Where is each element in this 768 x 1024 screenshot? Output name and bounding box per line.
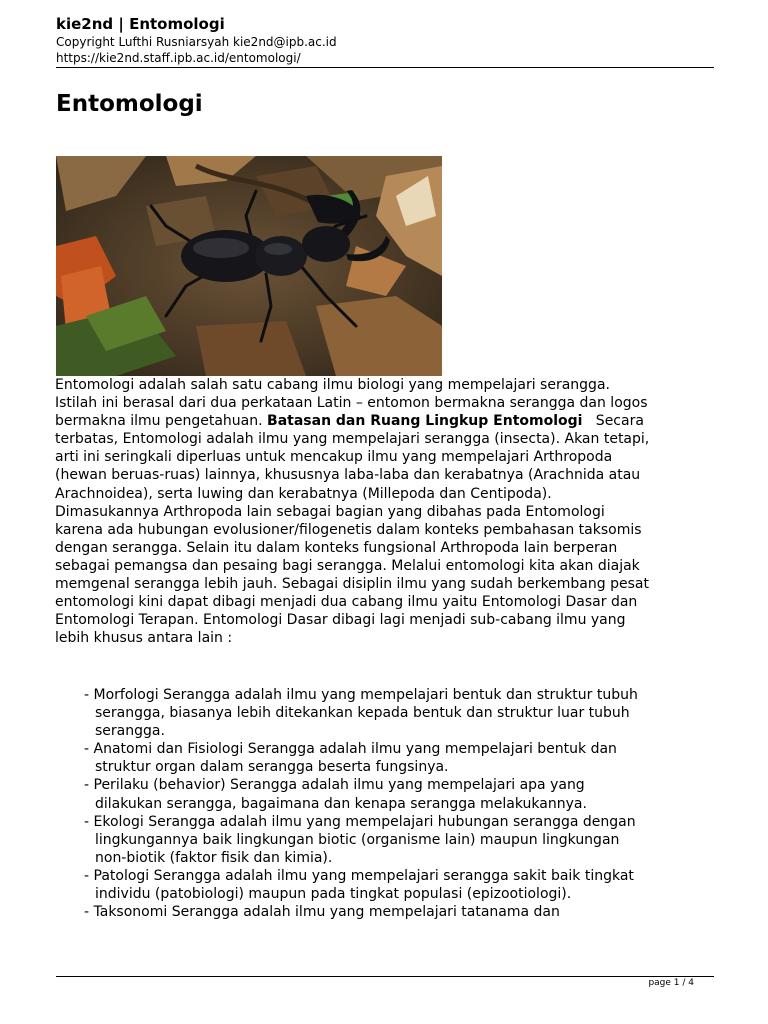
list-item-line: - Patologi Serangga adalah ilmu yang mempelajari serangga sakit baik tingkat [84, 867, 634, 884]
beetle-photo [56, 156, 442, 376]
document-header [56, 14, 716, 66]
list-item [84, 903, 714, 921]
list-item-line: lingkungannya baik lingkungan biotic (organisme lain) maupun lingkungan [95, 831, 620, 848]
list-item [84, 813, 714, 867]
paragraph-line: terbatas, Entomologi adalah ilmu yang mempelajari serangga (insecta). Akan tetapi, [55, 431, 650, 448]
list-item-line: - Perilaku (behavior) Serangga adalah ilmu yang mempelajari apa yang [84, 777, 585, 794]
page-number: page 1 / 4 [648, 978, 694, 988]
list-item [84, 740, 714, 776]
paragraph-line: Dimasukannya Arthropoda lain sebagai bagian yang dibahas pada Entomologi [55, 503, 605, 520]
list-item-line: serangga, biasanya lebih ditekankan kepada bentuk dan struktur luar tubuh [95, 705, 630, 722]
paragraph-line: Entomologi adalah salah satu cabang ilmu biologi yang mempelajari serangga. [55, 377, 610, 393]
paragraph-line-start: bermakna ilmu pengetahuan. [55, 413, 268, 430]
paragraph-line: entomologi kini dapat dibagi menjadi dua cabang ilmu yaitu Entomologi Dasar dan [55, 594, 638, 611]
list-item-line: individu (patobiologi) maupun pada tingkat populasi (epizootiologi). [95, 886, 572, 903]
paragraph-line: sebagai pemangsa dan pesaing bagi serangga. Melalui entomologi kita akan diajak [55, 557, 640, 574]
list-item [84, 686, 714, 740]
paragraph-line: karena ada hubungan evolusioner/filogenetis dalam konteks pembahasan taksomis [55, 521, 642, 538]
paragraph-line: arti ini seringkali diperluas untuk mencakup ilmu yang mempelajari Arthropoda [55, 449, 613, 466]
list-item-line: - Anatomi dan Fisiologi Serangga adalah ilmu yang mempelajari bentuk dan [84, 741, 617, 758]
list-item-line: struktur organ dalam serangga beserta fungsinya. [95, 759, 449, 776]
subfield-list [84, 686, 714, 921]
paragraph-line: lebih khusus antara lain : [55, 630, 233, 647]
paragraph-line: dengan serangga. Selain itu dalam konteks fungsional Arthropoda lain berperan [55, 539, 618, 556]
header-divider [56, 67, 714, 68]
paragraph-line-end: Secara [582, 413, 644, 430]
section-heading: Batasan dan Ruang Lingkup Entomologi [267, 413, 583, 430]
paragraph-line: Arachnoidea), serta luwing dan kerabatnya (Millepoda dan Centipoda). [55, 485, 552, 502]
site-title: kie2nd | Entomologi [56, 15, 225, 33]
copyright-line: Copyright Lufthi Rusniarsyah kie2nd@ipb.ac.id [56, 35, 337, 49]
paragraph-line: Entomologi Terapan. Entomologi Dasar dibagi lagi menjadi sub-cabang ilmu yang [55, 612, 626, 629]
list-item [84, 867, 714, 903]
footer-divider [56, 976, 714, 977]
article-paragraph [55, 376, 715, 647]
list-item-line: non-biotik (faktor fisik dan kimia). [95, 849, 333, 866]
page-title: Entomologi [56, 91, 203, 117]
paragraph-line: memgenal serangga lebih jauh. Sebagai disiplin ilmu yang sudah berkembang pesat [55, 576, 649, 593]
paragraph-line: Istilah ini berasal dari dua perkataan Latin – entomon bermakna serangga dan logos [55, 395, 648, 412]
list-item-line: - Taksonomi Serangga adalah ilmu yang mempelajari tatanama dan [84, 904, 560, 921]
paragraph-line: (hewan beruas-ruas) lainnya, khususnya laba-laba dan kerabatnya (Arachnida atau [55, 467, 641, 484]
list-item-line: - Ekologi Serangga adalah ilmu yang mempelajari hubungan serangga dengan [84, 813, 636, 830]
list-item-line: - Morfologi Serangga adalah ilmu yang mempelajari bentuk dan struktur tubuh [84, 687, 638, 703]
list-item [84, 776, 714, 812]
source-url: https://kie2nd.staff.ipb.ac.id/entomologi/ [56, 51, 301, 65]
list-item-line: dilakukan serangga, bagaimana dan kenapa serangga melakukannya. [95, 795, 587, 812]
paragraph-line [55, 412, 715, 430]
list-item-line: serangga. [95, 723, 165, 740]
